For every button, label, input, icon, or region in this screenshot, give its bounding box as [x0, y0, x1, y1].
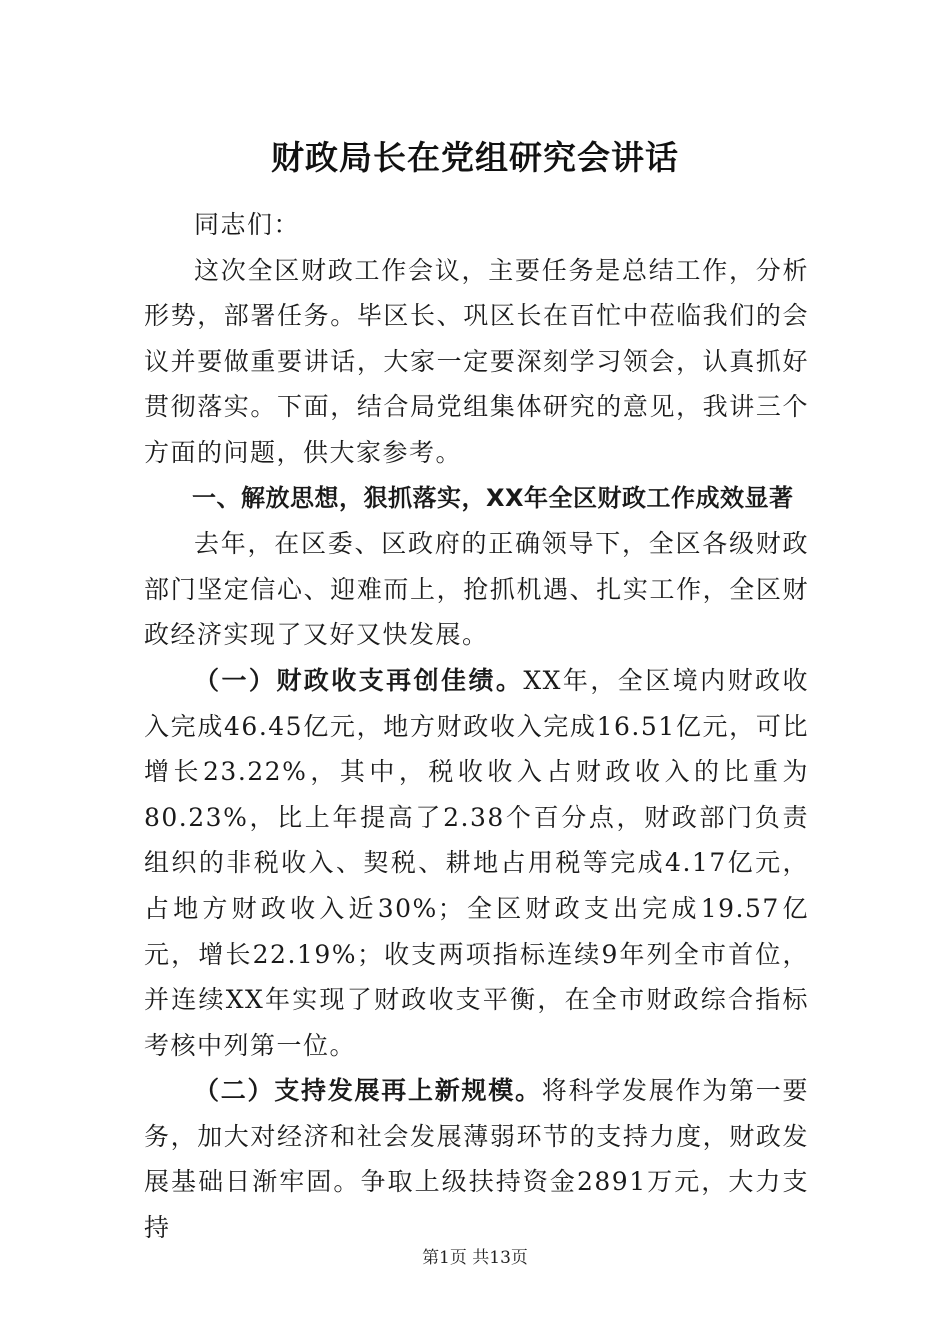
subsection-2-title: （二）支持发展再上新规模。 — [194, 1076, 542, 1106]
document-body — [144, 202, 809, 1251]
subsection-1-paragraph — [144, 658, 809, 1068]
page-number-footer: 第1页 共13页 — [422, 1248, 528, 1268]
subsection-1-text: XX年，全区境内财政收入完成46.45亿元，地方财政收入完成16.51亿元，可比增长23.22%，其中，税收收入占财政收入的比重为80.23%，比上年提高了2.38个百分点，财政部门负责组织的非税收入、契税、耕地占用税等完成4.17亿元，占地方财政收入近30%；全区财政支出完成19.57亿元，增长22.19%；收支两项指标连续9年列全市首位，并连续XX年实现了财政收支平衡，在全市财政综合指标考核中列第一位。 — [144, 665, 809, 1060]
subsection-1-title: （一）财政收支再创佳绩。 — [194, 665, 524, 695]
intro-paragraph: 这次全区财政工作会议，主要任务是总结工作，分析形势，部署任务。毕区长、巩区长在百忙中莅临我们的会议并要做重要讲话，大家一定要深刻学习领会，认真抓好贯彻落实。下面，结合局党组集体研究的意见，我讲三个方面的问题，供大家参考。 — [144, 255, 809, 467]
subsection-2-paragraph — [144, 1068, 809, 1250]
section1-intro-paragraph: 去年，在区委、区政府的正确领导下，全区各级财政部门坚定信心、迎难而上，抢抓机遇、扎实工作，全区财政经济实现了又好又快发展。 — [144, 529, 809, 650]
subsection-2-text: 将科学发展作为第一要务，加大对经济和社会发展薄弱环节的支持力度，财政发展基础日渐牢固。争取上级扶持资金2891万元，大力支持 — [144, 1076, 809, 1243]
section-heading-1: 一、解放思想，狠抓落实，XX年全区财政工作成效显著 — [192, 483, 794, 512]
salutation: 同志们： — [194, 210, 301, 239]
page-title: 财政局长在党组研究会讲话 — [271, 138, 679, 177]
